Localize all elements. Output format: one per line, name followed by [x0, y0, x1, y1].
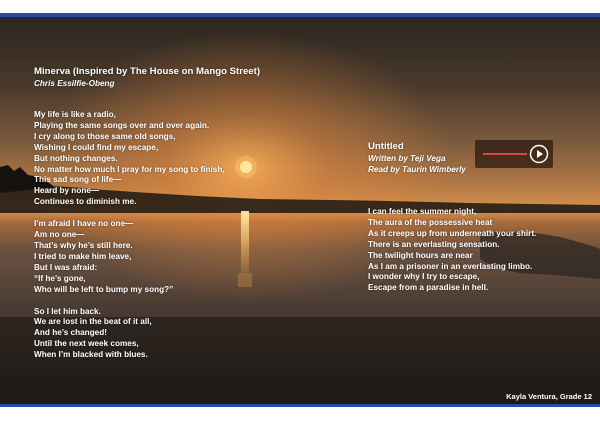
poem-line: I cry along to those same old songs, — [34, 131, 176, 141]
artwork-credit: Kayla Ventura, Grade 12 — [506, 392, 592, 401]
poem1-author: Chris Essilfie-Obeng — [34, 79, 115, 88]
audio-progress-track[interactable] — [483, 153, 527, 155]
poem-line: So I let him back. — [34, 306, 101, 316]
poem-line: When I’m blacked with blues. — [34, 350, 148, 360]
poem2-body — [368, 207, 536, 294]
poem-line: That’s why he’s still here. — [34, 240, 133, 250]
poem-line: Escape from a paradise in hell. — [368, 283, 489, 293]
poem-line: But nothing changes. — [34, 153, 118, 163]
play-icon[interactable] — [529, 144, 549, 164]
poem-line: No matter how much I pray for my song to finish, — [34, 164, 225, 174]
poem1-stanza-3 — [34, 307, 225, 362]
poem-line: There is an everlasting sensation. — [368, 239, 500, 249]
poem-line: My life is like a radio, — [34, 110, 116, 119]
poem1-body — [34, 110, 225, 361]
poem-line: The aura of the possessive heat — [368, 217, 493, 227]
poem-line: Playing the same songs over and over again. — [34, 120, 210, 130]
audio-player[interactable] — [475, 140, 553, 168]
poem2-read-by: Read by Taurin Wimberly — [368, 165, 466, 174]
poem-line: As it creeps up from underneath your shirt. — [368, 228, 537, 238]
poem-line: And he’s changed! — [34, 328, 107, 338]
poem2-written-by: Written by Teji Vega — [368, 154, 446, 163]
poem-line: We are lost in the beat of it all, — [34, 317, 152, 327]
poem-line: I can feel the summer night, — [368, 207, 477, 216]
poem-line: Wishing I could find my escape, — [34, 142, 159, 152]
poem-line: I’m afraid I have no one— — [34, 219, 134, 229]
poem-line: The twilight hours are near — [368, 250, 473, 260]
poem-line: Heard by none— — [34, 186, 100, 196]
poem-line: Am no one— — [34, 230, 85, 240]
poem-line: Until the next week comes, — [34, 339, 139, 349]
poem-line: Who will be left to bump my song?” — [34, 284, 174, 294]
poem-line: I wonder why I try to escape, — [368, 272, 480, 282]
poem1-title: Minerva (Inspired by The House on Mango Street) — [34, 66, 261, 77]
poem-line: I tried to make him leave, — [34, 251, 132, 261]
poem-line: “If he’s gone, — [34, 273, 86, 283]
bottom-border-rule — [0, 404, 600, 407]
poem-line: Continues to diminish me. — [34, 197, 137, 207]
poem1-stanza-1 — [34, 110, 225, 208]
poem-line: But I was afraid: — [34, 262, 98, 272]
poem1-stanza-2 — [34, 219, 225, 295]
poem-line: As I am a prisoner in an everlasting limbo. — [368, 261, 533, 271]
poem2-title: Untitled — [368, 141, 404, 152]
poem-line: This sad song of life— — [34, 175, 122, 185]
